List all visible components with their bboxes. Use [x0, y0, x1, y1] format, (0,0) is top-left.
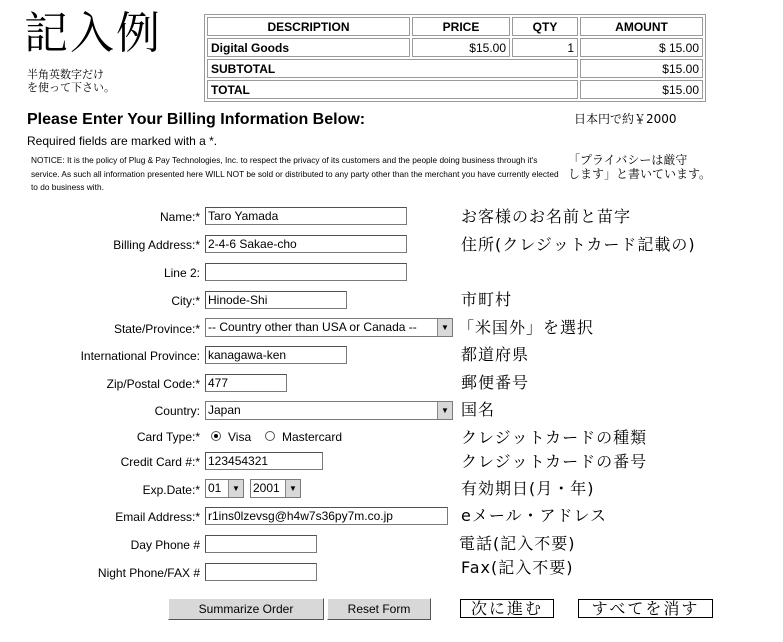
next-step-caption: 次に進む — [460, 599, 554, 618]
privacy-notice: NOTICE: It is the policy of Plug & Pay Technologies, Inc. to respect the privacy of its customers and the people doing business through it's service. As such all information presented here WILL NOT be sold or distributed to any party other than the merchant you have currently elected to do business with. — [31, 155, 559, 192]
item-qty: 1 — [512, 38, 578, 57]
card-number-input[interactable]: 123454321 — [205, 452, 323, 470]
subtotal-value: $15.00 — [580, 59, 703, 78]
visa-label[interactable]: Visa — [228, 430, 252, 444]
chevron-down-icon[interactable]: ▼ — [285, 480, 300, 497]
night-phone-input[interactable] — [205, 563, 317, 581]
exp-month-select[interactable] — [205, 479, 244, 498]
privacy-note-ja-line1: 「プライバシーは厳守 — [568, 153, 688, 167]
intl-province-label: International Province: — [80, 349, 200, 363]
state-select-value: -- Country other than USA or Canada -- — [208, 320, 417, 334]
name-label: Name:* — [159, 210, 200, 224]
item-price: $15.00 — [412, 38, 510, 57]
card-number-label: Credit Card #:* — [120, 455, 200, 469]
billing-address-input[interactable]: 2-4-6 Sakae-cho — [205, 235, 407, 253]
billing-address-note: 住所(クレジットカード記載の) — [461, 235, 696, 254]
state-note: 「米国外」を選択 — [458, 318, 595, 337]
city-note: 市町村 — [461, 290, 513, 309]
zip-input[interactable]: 477 — [205, 374, 287, 392]
privacy-note-ja — [568, 153, 711, 181]
chevron-down-icon[interactable]: ▼ — [437, 319, 452, 336]
night-phone-note: Fax(記入不要) — [461, 558, 574, 577]
country-note: 国名 — [461, 400, 496, 419]
country-label: Country: — [154, 404, 200, 418]
exp-year-value: 2001 — [253, 481, 280, 495]
chevron-down-icon[interactable]: ▼ — [228, 480, 243, 497]
mastercard-label[interactable]: Mastercard — [282, 430, 343, 444]
exp-date-note: 有効期日(月・年) — [461, 479, 595, 498]
header-price: PRICE — [412, 17, 510, 36]
table-header-row — [207, 17, 703, 36]
exp-year-select[interactable] — [250, 479, 301, 498]
state-label: State/Province:* — [113, 322, 200, 336]
header-description: DESCRIPTION — [207, 17, 410, 36]
subtotal-row — [207, 59, 703, 78]
reset-form-button[interactable]: Reset Form — [327, 598, 431, 620]
email-label: Email Address:* — [115, 510, 200, 524]
day-phone-input[interactable] — [205, 535, 317, 553]
intl-province-input[interactable]: kanagawa-ken — [205, 346, 347, 364]
visa-radio[interactable] — [211, 431, 221, 441]
table-row — [207, 38, 703, 57]
card-number-note: クレジットカードの番号 — [461, 452, 648, 471]
card-type-note: クレジットカードの種類 — [461, 428, 648, 447]
city-label: City:* — [171, 294, 200, 308]
header-qty: QTY — [512, 17, 578, 36]
halfwidth-note — [27, 68, 115, 94]
exp-date-label: Exp.Date:* — [142, 483, 200, 497]
zip-note: 郵便番号 — [461, 373, 530, 392]
night-phone-label: Night Phone/FAX # — [97, 566, 200, 580]
yen-note: 日本円で約￥2000 — [574, 112, 677, 126]
total-value: $15.00 — [580, 80, 703, 99]
halfwidth-note-line1: 半角英数字だけ — [27, 68, 104, 81]
privacy-note-ja-line2: します」と書いています。 — [568, 167, 712, 181]
line2-label: Line 2: — [163, 266, 200, 280]
exp-month-value: 01 — [208, 481, 222, 495]
email-note: eメール・アドレス — [461, 506, 608, 525]
summarize-order-button[interactable]: Summarize Order — [168, 598, 324, 620]
state-select[interactable] — [205, 318, 453, 337]
day-phone-label: Day Phone # — [130, 538, 200, 552]
country-select[interactable] — [205, 401, 453, 420]
line2-input[interactable] — [205, 263, 407, 281]
billing-address-label: Billing Address:* — [113, 238, 200, 252]
chevron-down-icon[interactable]: ▼ — [437, 402, 452, 419]
day-phone-note: 電話(記入不要) — [459, 534, 576, 553]
total-row — [207, 80, 703, 99]
billing-heading: Please Enter Your Billing Information Below: — [27, 111, 366, 128]
country-select-value: Japan — [208, 403, 241, 417]
email-input[interactable]: r1ins0lzevsg@h4w7s36py7m.co.jp — [205, 507, 448, 525]
item-amount: $ 15.00 — [580, 38, 703, 57]
zip-label: Zip/Postal Code:* — [106, 377, 200, 391]
total-label: TOTAL — [207, 80, 578, 99]
header-amount: AMOUNT — [580, 17, 703, 36]
halfwidth-note-line2: を使って下さい。 — [27, 81, 115, 94]
example-title: 記入例 — [24, 8, 162, 59]
mastercard-radio[interactable] — [265, 431, 275, 441]
subtotal-label: SUBTOTAL — [207, 59, 578, 78]
item-description: Digital Goods — [207, 38, 410, 57]
name-input[interactable]: Taro Yamada — [205, 207, 407, 225]
clear-all-caption: すべてを消す — [578, 599, 713, 618]
name-note: お客様のお名前と苗字 — [461, 207, 632, 226]
card-type-label: Card Type:* — [136, 430, 200, 444]
intl-province-note: 都道府県 — [461, 345, 530, 364]
order-summary-table — [204, 14, 706, 102]
required-note: Required fields are marked with a *. — [27, 134, 218, 148]
city-input[interactable]: Hinode-Shi — [205, 291, 347, 309]
